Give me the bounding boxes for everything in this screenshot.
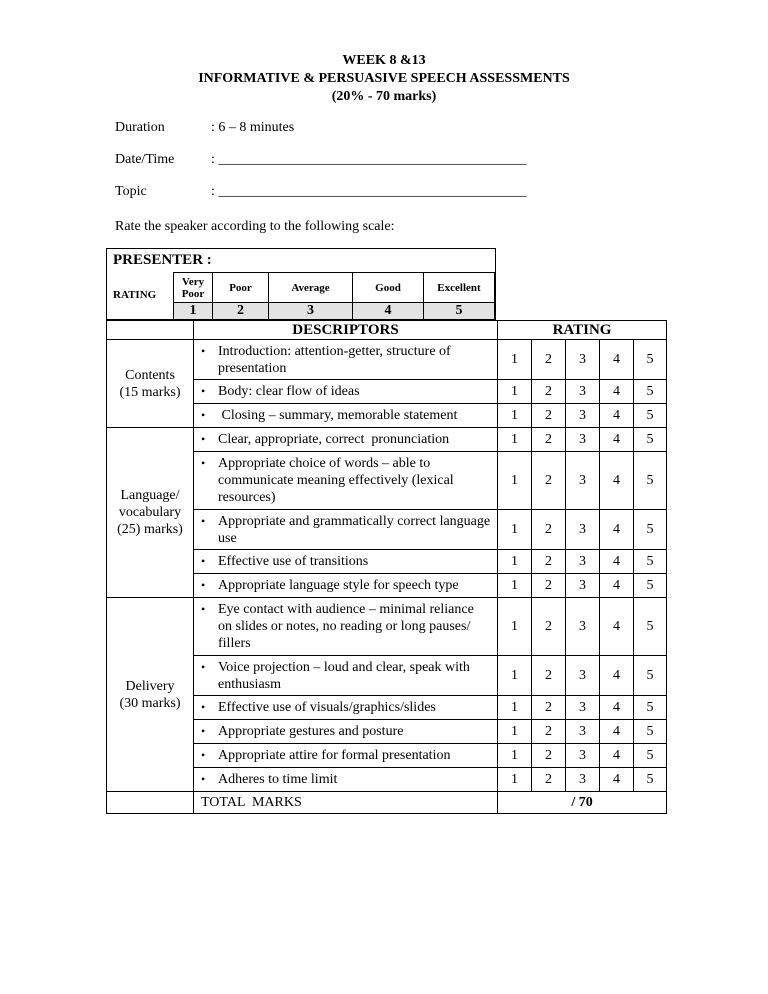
rating-option-5[interactable]: 5 [634,510,667,550]
scale-num-2: 2 [213,303,269,320]
bullet-icon: • [201,456,206,470]
bullet-icon: • [201,384,206,398]
scale-num-4: 4 [353,303,424,320]
scale-word-4: Good [353,273,424,303]
rating-option-4[interactable]: 4 [600,510,634,550]
rating-option-3[interactable]: 3 [566,510,600,550]
rating-option-2[interactable]: 2 [532,404,566,428]
descriptor-cell [194,720,498,744]
duration-label: Duration [115,120,165,135]
rating-option-5[interactable]: 5 [634,598,667,656]
document-title: WEEK 8 &13 [342,53,426,68]
rating-option-2[interactable]: 2 [532,428,566,452]
scale-num-5: 5 [424,303,495,320]
rating-option-2[interactable]: 2 [532,744,566,768]
rating-option-3[interactable]: 3 [566,452,600,510]
rating-option-2[interactable]: 2 [532,598,566,656]
descriptor-text: Eye contact with audience – minimal reliance on slides or notes, no reading or long pauses/ fillers [218,602,478,651]
rating-option-1[interactable]: 1 [498,340,532,380]
descriptor-text: Appropriate gestures and posture [218,724,404,739]
bullet-icon: • [201,432,206,446]
descriptor-cell [194,404,498,428]
rating-option-5[interactable]: 5 [634,574,667,598]
descriptor-text: Introduction: attention-getter, structure of presentation [218,343,455,376]
duration-value: : 6 – 8 minutes [211,120,295,135]
bullet-icon: • [201,772,206,786]
descriptor-cell [194,452,498,510]
rating-option-2[interactable]: 2 [532,340,566,380]
topic-label: Topic [115,184,147,199]
descriptor-text: Appropriate attire for formal presentation [218,748,451,763]
descriptor-cell [194,768,498,792]
rating-option-2[interactable]: 2 [532,380,566,404]
category-name: Delivery (30 marks) [107,598,194,792]
descriptor-cell [194,428,498,452]
rating-option-2[interactable]: 2 [532,452,566,510]
descriptor-text: Effective use of transitions [218,554,369,569]
presenter-label: PRESENTER : [113,252,212,268]
rating-option-2[interactable]: 2 [532,720,566,744]
descriptor-text: Body: clear flow of ideas [218,384,360,399]
descriptor-text: Voice projection – loud and clear, speak with enthusiasm [218,659,474,692]
descriptors-header: DESCRIPTORS [194,321,498,340]
rating-option-1[interactable]: 1 [498,510,532,550]
rating-option-1[interactable]: 1 [498,768,532,792]
rating-option-4[interactable]: 4 [600,452,634,510]
rating-option-5[interactable]: 5 [634,768,667,792]
rating-option-1[interactable]: 1 [498,744,532,768]
total-marks-label: TOTAL MARKS [194,792,498,814]
descriptor-cell [194,340,498,380]
rating-option-4[interactable]: 4 [600,696,634,720]
header-blank-cell [107,321,194,340]
table-row [107,428,667,452]
rating-option-3[interactable]: 3 [566,696,600,720]
rating-option-4[interactable]: 4 [600,428,634,452]
bullet-icon: • [201,343,206,358]
rating-scale-table [173,272,495,320]
scale-num-1: 1 [174,303,213,320]
rating-option-4[interactable]: 4 [600,550,634,574]
rating-option-2[interactable]: 2 [532,510,566,550]
bullet-icon: • [201,748,206,762]
scale-num-3: 3 [269,303,353,320]
rating-option-5[interactable]: 5 [634,428,667,452]
rating-option-1[interactable]: 1 [498,598,532,656]
datetime-row [115,152,527,168]
rating-option-4[interactable]: 4 [600,404,634,428]
bullet-icon: • [201,554,206,568]
rating-option-5[interactable]: 5 [634,744,667,768]
rating-option-1[interactable]: 1 [498,696,532,720]
descriptor-text: Effective use of visuals/graphics/slides [218,700,436,715]
descriptor-cell [194,574,498,598]
rating-option-4[interactable]: 4 [600,768,634,792]
rating-option-5[interactable]: 5 [634,340,667,380]
descriptor-text: Adheres to time limit [218,772,338,787]
descriptor-text: Appropriate and grammatically correct language use [218,513,494,546]
rating-option-4[interactable]: 4 [600,598,634,656]
descriptor-text: Appropriate choice of words – able to communicate meaning effectively (lexical resources) [218,456,458,505]
bullet-icon: • [201,659,206,674]
topic-row [115,184,527,200]
rating-option-2[interactable]: 2 [532,768,566,792]
bullet-icon: • [201,724,206,738]
datetime-label: Date/Time [115,152,175,167]
rating-option-5[interactable]: 5 [634,720,667,744]
rating-instruction: Rate the speaker according to the following scale: [115,219,395,234]
assessment-table [106,320,667,814]
bullet-icon: • [201,578,206,592]
rating-option-1[interactable]: 1 [498,380,532,404]
scale-word-3: Average [269,273,353,303]
scale-word-1: Very Poor [174,273,213,303]
rating-option-2[interactable]: 2 [532,574,566,598]
rating-option-4[interactable]: 4 [600,744,634,768]
marks-weighting: (20% - 70 marks) [331,89,437,104]
rating-option-4[interactable]: 4 [600,380,634,404]
descriptor-cell [194,380,498,404]
rating-option-4[interactable]: 4 [600,574,634,598]
rating-option-3[interactable]: 3 [566,380,600,404]
total-row [107,792,667,814]
bullet-icon: • [201,408,206,422]
rating-option-5[interactable]: 5 [634,696,667,720]
rating-option-4[interactable]: 4 [600,720,634,744]
rating-option-1[interactable]: 1 [498,404,532,428]
descriptor-cell [194,744,498,768]
scale-word-2: Poor [213,273,269,303]
rating-option-1[interactable]: 1 [498,656,532,696]
rating-option-1[interactable]: 1 [498,720,532,744]
descriptor-text: Clear, appropriate, correct pronunciation [218,432,450,447]
table-row [107,598,667,656]
rating-option-3[interactable]: 3 [566,550,600,574]
rating-option-4[interactable]: 4 [600,656,634,696]
descriptor-cell [194,510,498,550]
rating-option-3[interactable]: 3 [566,340,600,380]
rating-option-1[interactable]: 1 [498,574,532,598]
rating-option-2[interactable]: 2 [532,696,566,720]
rating-option-3[interactable]: 3 [566,720,600,744]
rating-option-3[interactable]: 3 [566,598,600,656]
bullet-icon: • [201,602,206,616]
bullet-icon: • [201,513,206,528]
rating-option-3[interactable]: 3 [566,404,600,428]
rating-option-4[interactable]: 4 [600,340,634,380]
table-row [107,340,667,380]
descriptor-cell [194,696,498,720]
rating-option-3[interactable]: 3 [566,744,600,768]
descriptor-text: Appropriate language style for speech type [218,578,459,593]
rating-scale-label: RATING [113,289,157,301]
rating-option-5[interactable]: 5 [634,452,667,510]
rating-option-1[interactable]: 1 [498,550,532,574]
rating-option-5[interactable]: 5 [634,380,667,404]
table-header-row [107,321,667,340]
rating-option-2[interactable]: 2 [532,550,566,574]
topic-field[interactable]: : ____________________________________________ [211,184,527,199]
category-name: Language/ vocabulary (25) marks) [107,428,194,598]
document-subtitle: INFORMATIVE & PERSUASIVE SPEECH ASSESSMENTS [198,71,570,86]
descriptor-cell [194,550,498,574]
rating-header: RATING [498,321,667,340]
rating-option-3[interactable]: 3 [566,768,600,792]
descriptor-cell [194,598,498,656]
bullet-icon: • [201,700,206,714]
rating-option-1[interactable]: 1 [498,452,532,510]
rating-option-5[interactable]: 5 [634,656,667,696]
rating-option-3[interactable]: 3 [566,428,600,452]
rating-option-5[interactable]: 5 [634,404,667,428]
descriptor-cell [194,656,498,696]
rating-option-5[interactable]: 5 [634,550,667,574]
category-name: Contents (15 marks) [107,340,194,428]
scale-word-5: Excellent [424,273,495,303]
duration-row [115,120,295,136]
rating-option-3[interactable]: 3 [566,574,600,598]
total-marks-value[interactable]: / 70 [498,792,667,814]
total-blank-cell [107,792,194,814]
rating-option-2[interactable]: 2 [532,656,566,696]
rating-option-3[interactable]: 3 [566,656,600,696]
descriptor-text: Closing – summary, memorable statement [218,408,458,423]
datetime-field[interactable]: : ____________________________________________ [211,152,527,167]
rating-option-1[interactable]: 1 [498,428,532,452]
presenter-box [106,248,496,320]
